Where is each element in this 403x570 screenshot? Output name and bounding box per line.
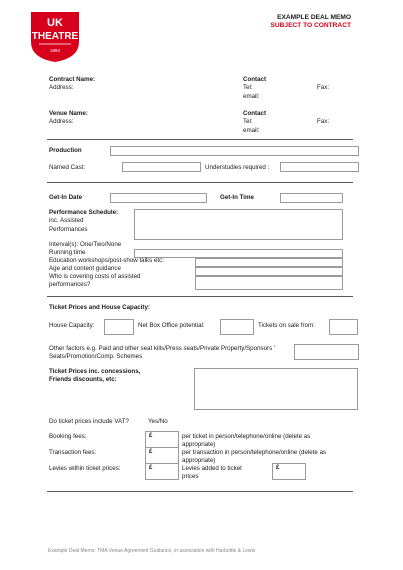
production-field[interactable] — [110, 146, 359, 156]
doc-subtitle: SUBJECT TO CONTRACT — [270, 22, 351, 29]
assisted-costs-field[interactable] — [195, 276, 343, 290]
getin-date-label: Get-In Date — [49, 194, 83, 201]
on-sale-field[interactable] — [329, 319, 358, 335]
contact1-label: Contact — [243, 76, 267, 83]
pound-sign: £ — [149, 465, 153, 471]
pound-sign: £ — [149, 449, 153, 455]
levies-added-label-2: prices — [182, 473, 199, 480]
production-label: Production — [49, 147, 82, 154]
running-time-field[interactable] — [134, 249, 343, 258]
logo-line1: UK — [47, 17, 63, 29]
contact2-email: email: — [243, 127, 260, 134]
booking-fees-field[interactable] — [145, 431, 179, 448]
logo-shield-icon — [27, 8, 83, 64]
levies-within-label: Levies within ticket prices: — [49, 465, 121, 472]
per-transaction-label-2: appropriate) — [182, 457, 216, 464]
logo-line2: THEATRE — [31, 31, 79, 42]
named-cast-label: Named Cast: — [49, 164, 86, 171]
on-sale-label: Tickets on sale from: — [258, 322, 315, 329]
divider — [47, 491, 353, 492]
age-guidance-field[interactable] — [195, 267, 343, 276]
assisted-costs-label-2: performances? — [49, 281, 91, 288]
contact1-email: email: — [243, 93, 260, 100]
levies-added-label-1: Levies added to ticket — [182, 465, 242, 472]
prices-concessions-label-1: Ticket Prices inc. concessions, — [49, 368, 141, 375]
contact2-tel: Tel: — [243, 118, 253, 125]
other-factors-label-2: Seats/Promotion/Comp. Schemes — [49, 353, 143, 360]
vat-answer: Yes/No — [148, 418, 168, 425]
pound-sign: £ — [276, 465, 280, 471]
divider — [47, 139, 353, 140]
net-box-office-field[interactable] — [220, 319, 254, 335]
house-capacity-label: House Capacity: — [49, 322, 95, 329]
contract-address-label: Address: — [49, 84, 74, 91]
logo-small: 1894 — [49, 48, 61, 53]
getin-time-field[interactable] — [280, 193, 343, 203]
getin-date-field[interactable] — [110, 193, 207, 203]
transaction-fees-label: Transaction fees: — [49, 449, 97, 456]
per-transaction-label-1: per transaction in person/telephone/online (delete as — [182, 449, 327, 456]
contact2-label: Contact — [243, 110, 267, 117]
prices-concessions-field[interactable] — [194, 368, 358, 410]
named-cast-field[interactable] — [122, 162, 201, 172]
getin-time-label: Get-In Time — [220, 194, 254, 201]
contact2-fax: Fax: — [317, 118, 330, 125]
assisted-costs-label-1: Who is covering costs of assisted — [49, 273, 141, 280]
performance-schedule-label: Performance Schedule: — [49, 209, 119, 216]
education-field[interactable] — [195, 258, 343, 267]
booking-fees-label: Booking fees: — [49, 433, 87, 440]
uk-theatre-logo — [27, 8, 83, 64]
transaction-fees-field[interactable] — [145, 447, 179, 464]
intervals-label: Interval(s): One/Two/None — [49, 241, 122, 248]
assisted-label: inc. Assisted — [49, 217, 84, 224]
levies-added-field[interactable] — [272, 463, 306, 480]
levies-within-field[interactable] — [145, 463, 179, 480]
understudies-field[interactable] — [280, 162, 359, 172]
prices-concessions-label-2: Friends discounts, etc: — [49, 376, 117, 383]
contact1-tel: Tel: — [243, 84, 253, 91]
other-factors-field[interactable] — [294, 344, 359, 360]
other-factors-label-1: Other factors e.g. Paid and other seat kills/Press seats/Private Property/Sponsors ' — [49, 345, 276, 352]
venue-name-label: Venue Name: — [49, 110, 88, 117]
performance-schedule-field[interactable] — [134, 209, 343, 240]
venue-address-label: Address: — [49, 118, 74, 125]
per-ticket-label-1: per ticket in person/telephone/online (delete as — [182, 433, 311, 440]
doc-title: EXAMPLE DEAL MEMO — [277, 14, 351, 21]
net-box-office-label: Net Box Office potential: — [138, 322, 205, 329]
education-label: Education workshops/post-show talks etc: — [49, 257, 164, 264]
footer-text: Example Deal Memo: TMA Venue Agreement Guidance, in association with Harbottle & Lewis — [48, 548, 256, 554]
running-time-label: Running time — [49, 249, 86, 256]
performances-label: Performances — [49, 226, 88, 233]
per-ticket-label-2: appropriate) — [182, 441, 216, 448]
ticket-prices-heading: Ticket Prices and House Capacity: — [49, 304, 150, 311]
divider — [47, 182, 353, 183]
divider — [47, 296, 353, 297]
vat-question: Do ticket prices include VAT? — [49, 418, 129, 425]
pound-sign: £ — [149, 433, 153, 439]
contact1-fax: Fax: — [317, 84, 330, 91]
understudies-label: Understudies required : — [205, 164, 270, 171]
house-capacity-field[interactable] — [104, 319, 134, 335]
contract-name-label: Contract Name: — [49, 76, 96, 83]
age-guidance-label: Age and content guidance — [49, 265, 121, 272]
